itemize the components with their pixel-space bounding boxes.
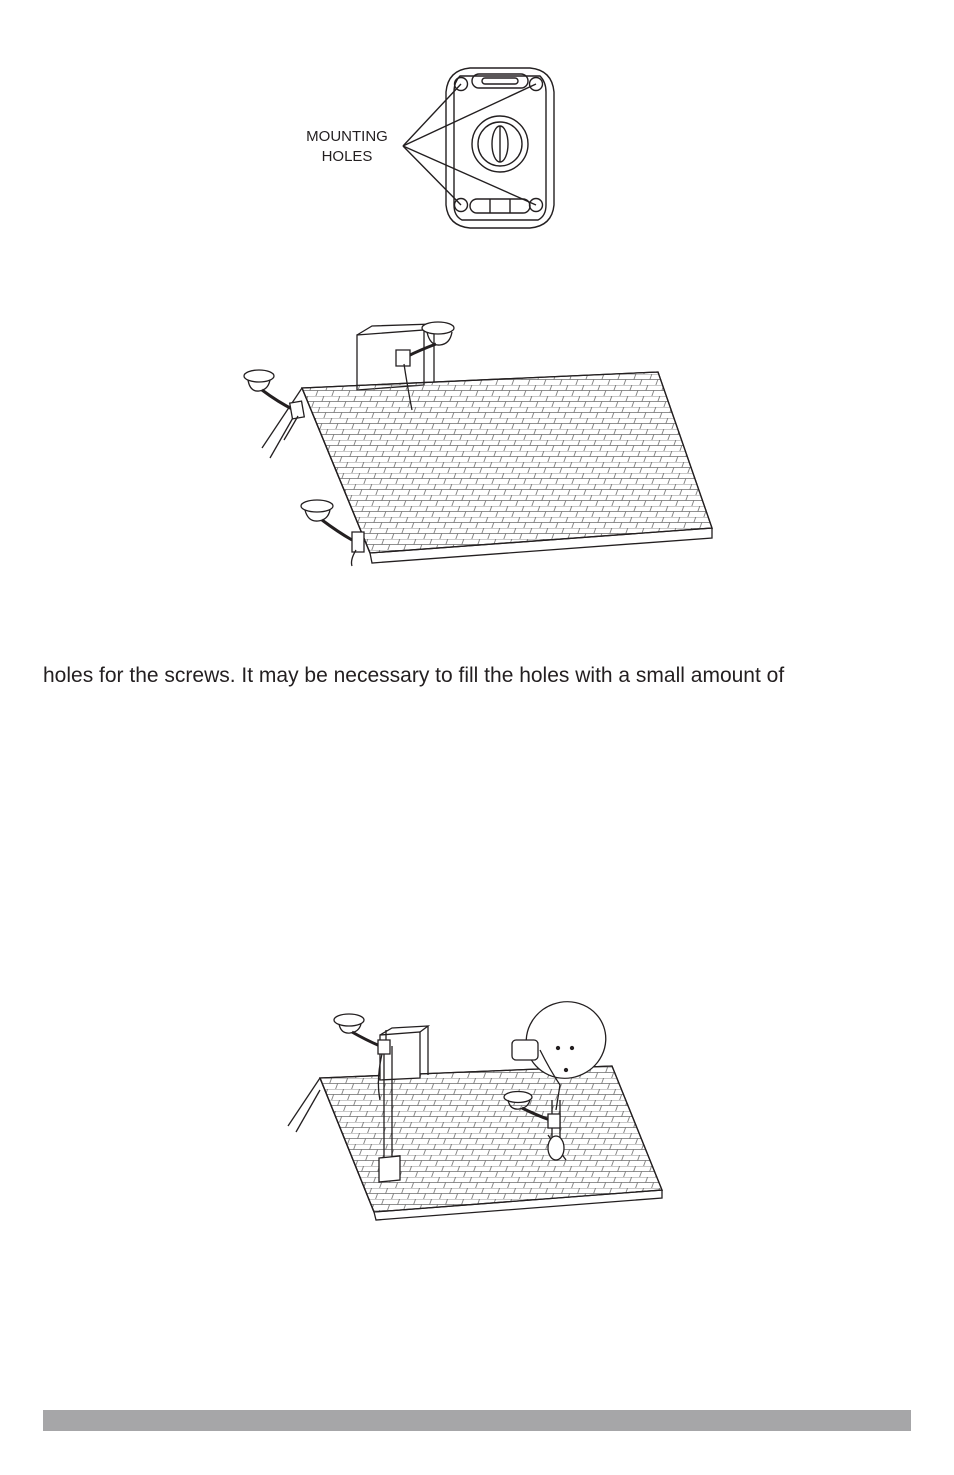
label-line-2: HOLES <box>321 148 373 165</box>
footer-bar <box>43 1410 911 1431</box>
body-text-line: holes for the screws. It may be necessary to fill the holes with a small amount of <box>43 664 785 687</box>
label-line-1: MOUNTING <box>306 128 388 145</box>
